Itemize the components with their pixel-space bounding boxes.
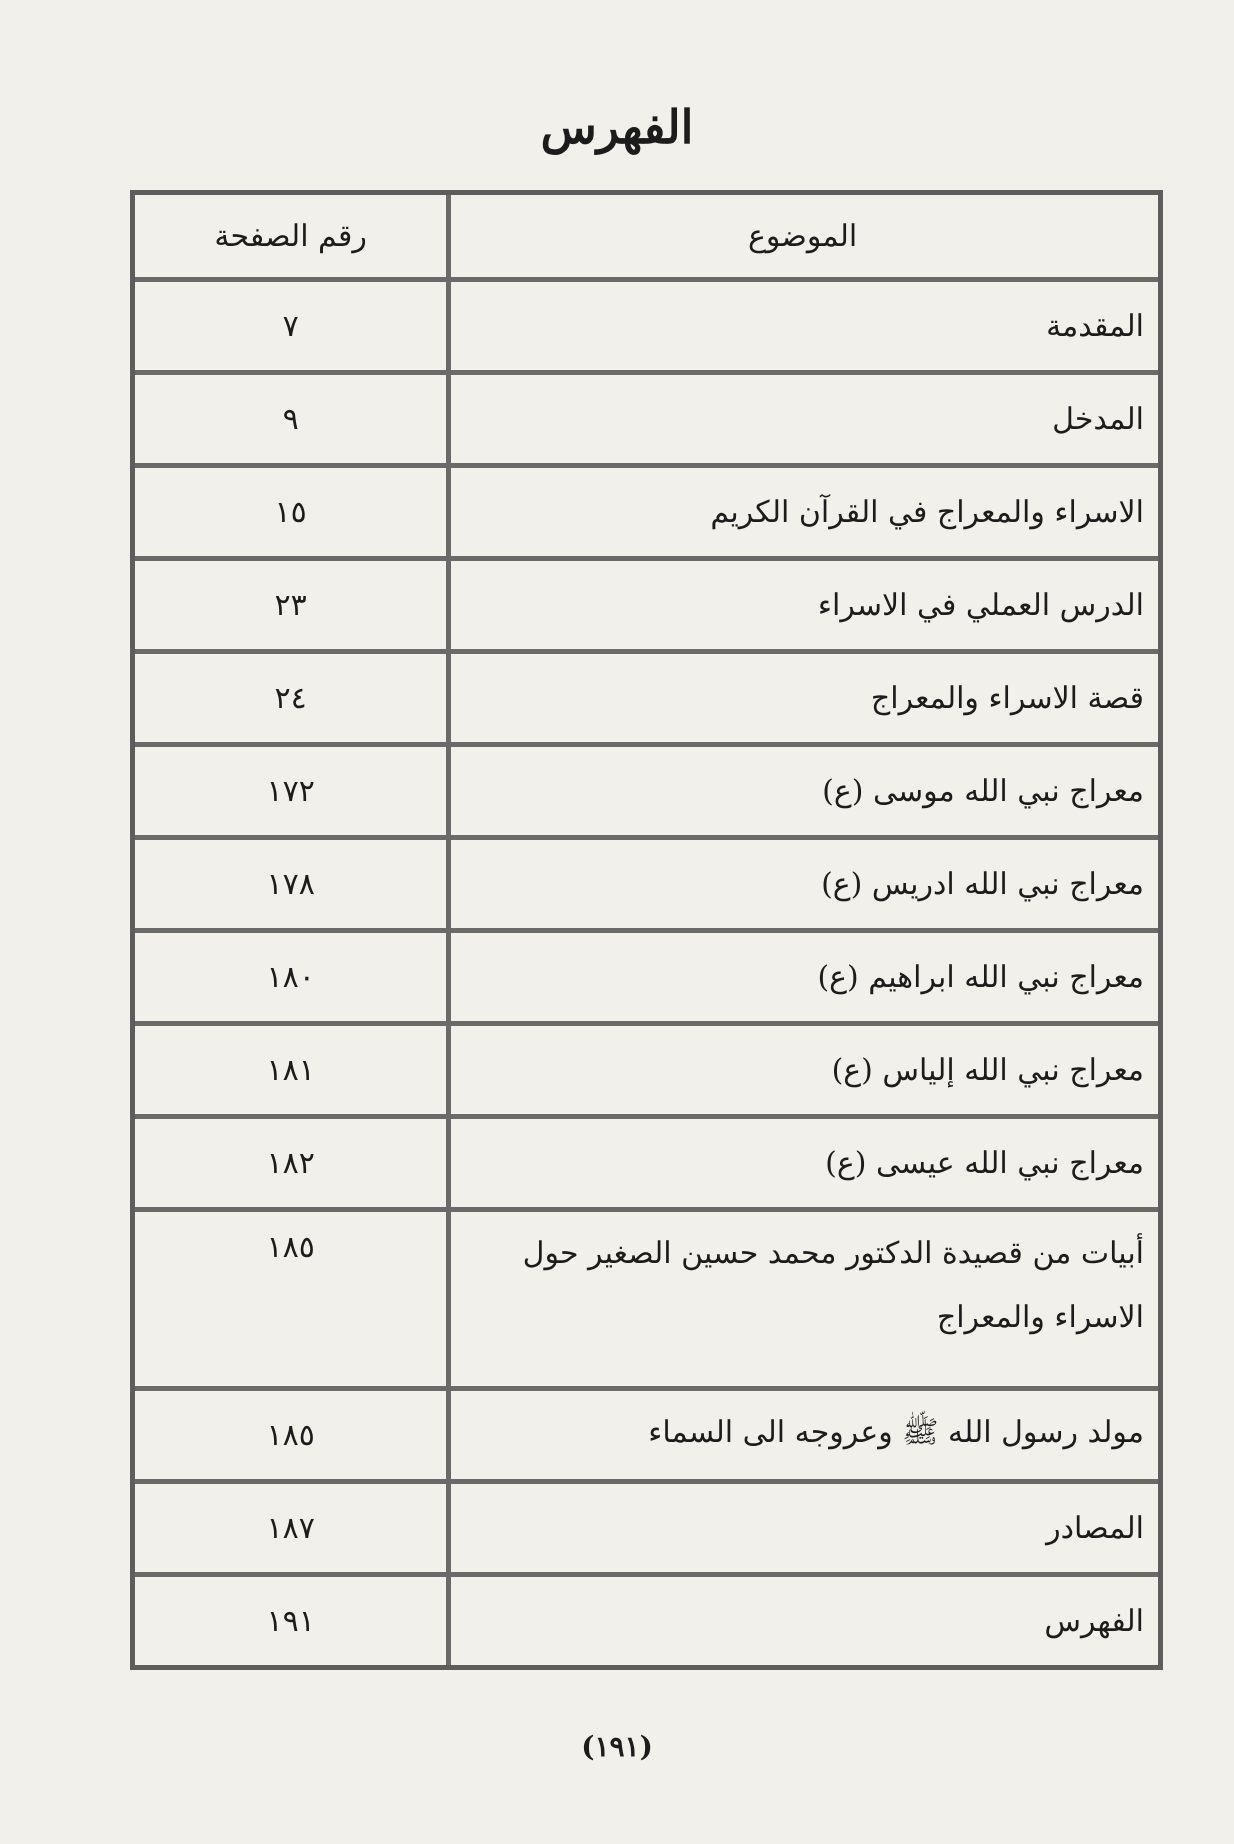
table-row bbox=[135, 468, 1158, 561]
table-row bbox=[135, 1484, 1158, 1577]
page-cell: ٢٤ bbox=[135, 654, 446, 747]
page-cell: ١٨١ bbox=[135, 1026, 446, 1119]
page-cell: ١٧٨ bbox=[135, 840, 446, 933]
table-row bbox=[135, 375, 1158, 468]
page-cell: ١٨٥ bbox=[135, 1391, 446, 1484]
topic-cell: مولد رسول الله ﷺ وعروجه الى السماء bbox=[446, 1391, 1158, 1484]
page-cell: ١٨٠ bbox=[135, 933, 446, 1026]
page-cell: ١٧٢ bbox=[135, 747, 446, 840]
page-cell: ١٥ bbox=[135, 468, 446, 561]
toc-table bbox=[130, 190, 1163, 1670]
topic-cell: معراج نبي الله موسى (ع) bbox=[446, 747, 1158, 840]
page-cell: ٢٣ bbox=[135, 561, 446, 654]
table-row bbox=[135, 747, 1158, 840]
page-cell: ١٨٧ bbox=[135, 1484, 446, 1577]
table-row bbox=[135, 282, 1158, 375]
table-row bbox=[135, 840, 1158, 933]
topic-cell: المصادر bbox=[446, 1484, 1158, 1577]
page-cell: ٧ bbox=[135, 282, 446, 375]
page-cell: ١٩١ bbox=[266, 1603, 315, 1639]
table-row bbox=[135, 933, 1158, 1026]
table-row bbox=[135, 1391, 1158, 1484]
topic-cell: الفهرس bbox=[446, 1577, 1158, 1665]
table-row bbox=[135, 654, 1158, 747]
topic-cell: معراج نبي الله إلياس (ع) bbox=[446, 1026, 1158, 1119]
page-number: (١٩١) bbox=[581, 1730, 653, 1763]
topic-cell: الاسراء والمعراج في القرآن الكريم bbox=[446, 468, 1158, 561]
topic-cell: قصة الاسراء والمعراج bbox=[446, 654, 1158, 747]
topic-cell: معراج نبي الله ابراهيم (ع) bbox=[446, 933, 1158, 1026]
table-row bbox=[135, 1119, 1158, 1212]
page-title: الفهرس bbox=[540, 100, 694, 154]
topic-cell: معراج نبي الله ادريس (ع) bbox=[446, 840, 1158, 933]
table-row bbox=[135, 1212, 1158, 1391]
table-row bbox=[135, 1577, 1158, 1665]
page-cell: ١٨٢ bbox=[135, 1119, 446, 1212]
table-row bbox=[135, 561, 1158, 654]
topic-cell: أبيات من قصيدة الدكتور محمد حسين الصغير حول الاسراء والمعراج bbox=[446, 1212, 1158, 1391]
topic-cell: المقدمة bbox=[446, 282, 1158, 375]
page-cell: ١٨٥ bbox=[135, 1212, 446, 1391]
table-row bbox=[135, 1026, 1158, 1119]
page-cell: ٩ bbox=[135, 375, 446, 468]
header-topic: الموضوع bbox=[446, 195, 1158, 282]
header-page: رقم الصفحة bbox=[135, 195, 446, 282]
table-header-row bbox=[135, 195, 1158, 282]
topic-cell: المدخل bbox=[446, 375, 1158, 468]
topic-cell: معراج نبي الله عيسى (ع) bbox=[446, 1119, 1158, 1212]
topic-cell: الدرس العملي في الاسراء bbox=[446, 561, 1158, 654]
